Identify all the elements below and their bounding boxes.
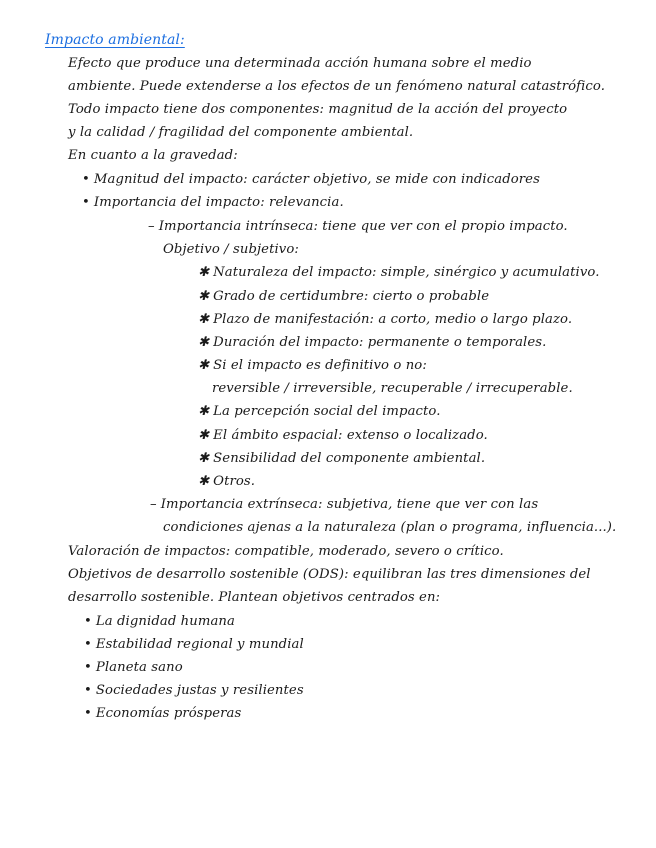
bullet-star-icon: ✱ (198, 451, 210, 466)
text-line: condiciones ajenas a la naturaleza (plan o programa, influencia...). (163, 520, 617, 535)
star-item-text: El ámbito espacial: extenso o localizado. (213, 428, 488, 443)
bullet-item (82, 194, 344, 212)
bullet-star-icon: ✱ (198, 312, 210, 327)
bullet-star-icon: ✱ (198, 289, 210, 304)
star-item (198, 288, 489, 306)
bullet-text: Magnitud del impacto: carácter objetivo, se mide con indicadores (93, 172, 540, 187)
text-line: Objetivo / subjetivo: (163, 242, 299, 257)
star-item (198, 357, 427, 375)
list-item (84, 705, 241, 723)
bullet-star-icon: ✱ (198, 335, 210, 350)
list-item-text: Estabilidad regional y mundial (95, 637, 304, 652)
list-item (84, 636, 304, 654)
bullet-dot-icon: • (84, 706, 92, 721)
text-line: y la calidad / fragilidad del componente ambiental. (68, 125, 414, 140)
bullet-star-icon: ✱ (198, 358, 210, 373)
bullet-text: Importancia del impacto: relevancia. (93, 195, 344, 210)
text-line: ambiente. Puede extenderse a los efectos de un fenómeno natural catastrófico. (68, 79, 606, 94)
bullet-dot-icon: • (84, 683, 92, 698)
list-item-text: Sociedades justas y resilientes (95, 683, 304, 698)
star-item (198, 427, 488, 445)
bullet-dash-icon: – (148, 219, 155, 234)
bullet-dot-icon: • (84, 614, 92, 629)
bullet-star-icon: ✱ (198, 474, 210, 489)
bullet-dash-icon: – (150, 497, 157, 512)
list-item-text: La dignidad humana (95, 614, 235, 629)
star-item (198, 473, 255, 491)
bullet-star-icon: ✱ (198, 265, 210, 280)
sub-item-text: Importancia extrínseca: subjetiva, tiene que ver con las (160, 497, 539, 512)
star-item-text: La percepción social del impacto. (213, 404, 441, 419)
star-item-text: Otros. (213, 474, 256, 489)
bullet-item (82, 171, 540, 189)
page-title: Impacto ambiental: (45, 32, 185, 48)
list-item-text: Economías prósperas (95, 706, 242, 721)
bullet-dot-icon: • (84, 660, 92, 675)
text-line: Objetivos de desarrollo sostenible (ODS): equilibran las tres dimensiones del (68, 567, 591, 582)
list-item (84, 682, 304, 700)
sub-item (150, 496, 538, 514)
text-line: En cuanto a la gravedad: (68, 148, 238, 163)
star-item (198, 334, 546, 352)
sub-item-text: Importancia intrínseca: tiene que ver con el propio impacto. (158, 219, 568, 234)
text-line: Valoración de impactos: compatible, moderado, severo o crítico. (68, 544, 504, 559)
text-line: Efecto que produce una determinada acción humana sobre el medio (68, 56, 532, 71)
star-item-text: Grado de certidumbre: cierto o probable (213, 289, 490, 304)
list-item-text: Planeta sano (95, 660, 183, 675)
bullet-dot-icon: • (82, 172, 90, 187)
star-item-text: Si el impacto es definitivo o no: (213, 358, 427, 373)
text-line: Todo impacto tiene dos componentes: magnitud de la acción del proyecto (68, 102, 568, 117)
sub-item (148, 218, 568, 236)
star-item (198, 264, 600, 282)
bullet-dot-icon: • (82, 195, 90, 210)
text-line: desarrollo sostenible. Plantean objetivos centrados en: (68, 590, 441, 605)
star-item (198, 450, 485, 468)
list-item (84, 613, 235, 631)
bullet-star-icon: ✱ (198, 428, 210, 443)
bullet-dot-icon: • (84, 637, 92, 652)
star-item-text: Plazo de manifestación: a corto, medio o largo plazo. (213, 312, 573, 327)
star-item-text: Naturaleza del impacto: simple, sinérgico y acumulativo. (213, 265, 600, 280)
text-line: reversible / irreversible, recuperable / irrecuperable. (212, 381, 573, 396)
bullet-star-icon: ✱ (198, 404, 210, 419)
star-item (198, 311, 572, 329)
star-item-text: Duración del impacto: permanente o temporales. (213, 335, 547, 350)
list-item (84, 659, 183, 677)
star-item-text: Sensibilidad del componente ambiental. (213, 451, 486, 466)
star-item (198, 403, 441, 421)
